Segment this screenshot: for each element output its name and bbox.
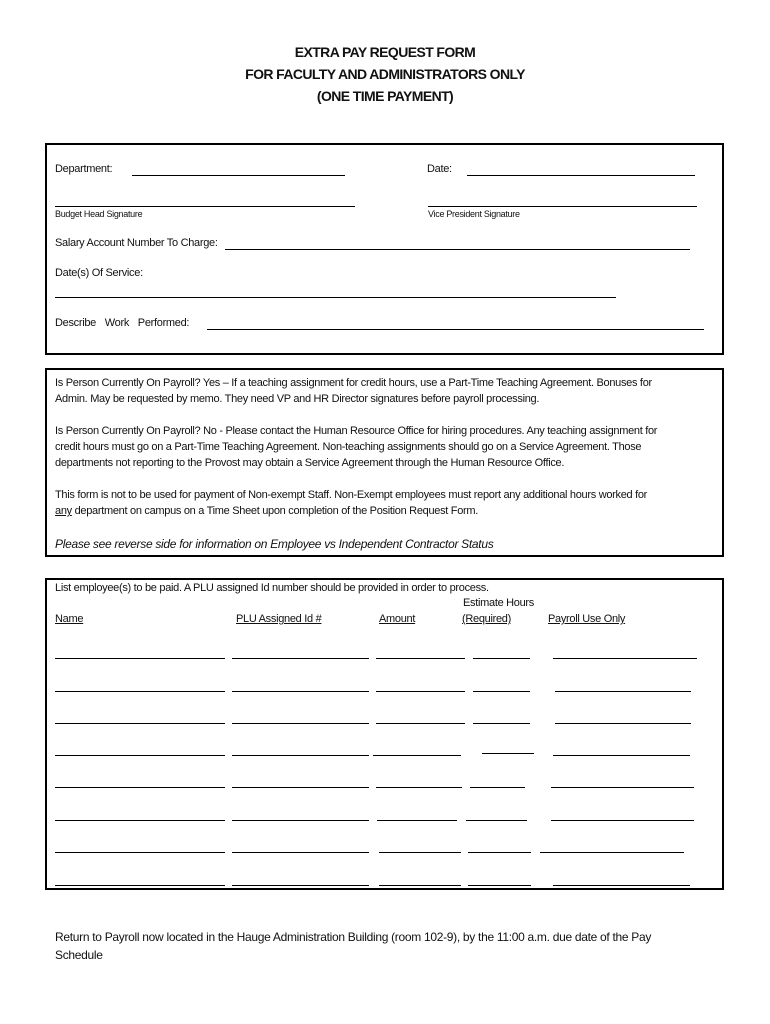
row3-hours-field[interactable] <box>473 723 530 724</box>
row2-plu-id-field[interactable] <box>232 691 369 692</box>
row4-payroll-field[interactable] <box>553 755 690 756</box>
row8-name-field[interactable] <box>55 885 225 886</box>
row8-payroll-field[interactable] <box>553 885 690 886</box>
row3-plu-id-field[interactable] <box>232 723 369 724</box>
payroll-no-line3: departments not reporting to the Provost may obtain a Service Agreement through the Human Resource Office. <box>55 457 565 469</box>
row8-plu-id-field[interactable] <box>232 885 369 886</box>
row3-amount-field[interactable] <box>376 723 465 724</box>
form-title-line1: EXTRA PAY REQUEST FORM <box>294 44 476 60</box>
col-header-required: (Required) <box>462 613 511 625</box>
col-header-payroll-use: Payroll Use Only <box>548 613 626 625</box>
any-underlined: any <box>55 505 72 517</box>
form-title-line3: (ONE TIME PAYMENT) <box>316 88 454 104</box>
col-header-name: Name <box>55 613 84 625</box>
row1-amount-field[interactable] <box>376 658 465 659</box>
payroll-yes-line1: Is Person Currently On Payroll? Yes – If a teaching assignment for credit hours, use a Part-Time Teaching Agreement. Bonuses for <box>55 377 652 389</box>
row1-name-field[interactable] <box>55 658 225 659</box>
employee-list-intro: List employee(s) to be paid. A PLU assigned Id number should be provided in order to process. <box>55 582 489 594</box>
vp-signature-label: Vice President Signature <box>428 209 520 219</box>
budget-head-signature-label: Budget Head Signature <box>55 209 143 219</box>
row1-plu-id-field[interactable] <box>232 658 369 659</box>
row6-amount-field[interactable] <box>377 820 457 821</box>
row8-amount-field[interactable] <box>379 885 461 886</box>
nonexempt-line1: This form is not to be used for payment of Non-exempt Staff. Non-Exempt employees must report any additional hours worked for <box>55 489 648 501</box>
row2-name-field[interactable] <box>55 691 225 692</box>
row1-hours-field[interactable] <box>473 658 530 659</box>
row5-amount-field[interactable] <box>376 787 462 788</box>
return-instructions-line2: Schedule <box>55 948 103 962</box>
row4-amount-field[interactable] <box>373 755 461 756</box>
row3-name-field[interactable] <box>55 723 225 724</box>
row6-plu-id-field[interactable] <box>232 820 369 821</box>
col-header-plu-id: PLU Assigned Id # <box>236 613 322 625</box>
row5-name-field[interactable] <box>55 787 225 788</box>
row6-payroll-field[interactable] <box>551 820 694 821</box>
row7-name-field[interactable] <box>55 852 225 853</box>
row5-payroll-field[interactable] <box>551 787 694 788</box>
return-instructions-line1: Return to Payroll now located in the Hauge Administration Building (room 102-9), by the 11:00 a.m. due date of the Pay <box>55 930 652 944</box>
salary-account-label: Salary Account Number To Charge: <box>55 237 218 249</box>
dates-of-service-label: Date(s) Of Service: <box>55 267 143 279</box>
row4-hours-field[interactable] <box>482 753 534 754</box>
row7-payroll-field[interactable] <box>540 852 684 853</box>
nonexempt-line2-rest: department on campus on a Time Sheet upon completion of the Position Request Form. <box>71 505 479 517</box>
row3-payroll-field[interactable] <box>555 723 691 724</box>
row7-amount-field[interactable] <box>379 852 461 853</box>
reverse-side-note: Please see reverse side for information on Employee vs Independent Contractor Status <box>55 537 494 551</box>
estimate-hours-label: Estimate Hours <box>463 597 534 609</box>
row6-hours-field[interactable] <box>466 820 527 821</box>
row2-amount-field[interactable] <box>376 691 465 692</box>
row5-plu-id-field[interactable] <box>232 787 369 788</box>
form-title-line2: FOR FACULTY AND ADMINISTRATORS ONLY <box>245 66 525 82</box>
row4-plu-id-field[interactable] <box>232 755 369 756</box>
row2-hours-field[interactable] <box>473 691 530 692</box>
date-label: Date: <box>427 163 452 175</box>
row8-hours-field[interactable] <box>468 885 531 886</box>
row6-name-field[interactable] <box>55 820 225 821</box>
row7-hours-field[interactable] <box>468 852 531 853</box>
row1-payroll-field[interactable] <box>553 658 697 659</box>
col-header-amount: Amount <box>379 613 416 625</box>
department-label: Department: <box>55 163 113 175</box>
row7-plu-id-field[interactable] <box>232 852 369 853</box>
describe-work-label: Describe Work Performed: <box>55 317 190 329</box>
row5-hours-field[interactable] <box>470 787 525 788</box>
payroll-yes-line2: Admin. May be requested by memo. They need VP and HR Director signatures before payroll processing. <box>55 393 540 405</box>
row4-name-field[interactable] <box>55 755 225 756</box>
payroll-no-line1: Is Person Currently On Payroll? No - Please contact the Human Resource Office for hiring procedures. Any teaching assignment for <box>55 425 658 437</box>
row2-payroll-field[interactable] <box>555 691 691 692</box>
payroll-no-line2: credit hours must go on a Part-Time Teaching Agreement. Non-teaching assignments should go on a Service Agreement. Those <box>55 441 642 453</box>
